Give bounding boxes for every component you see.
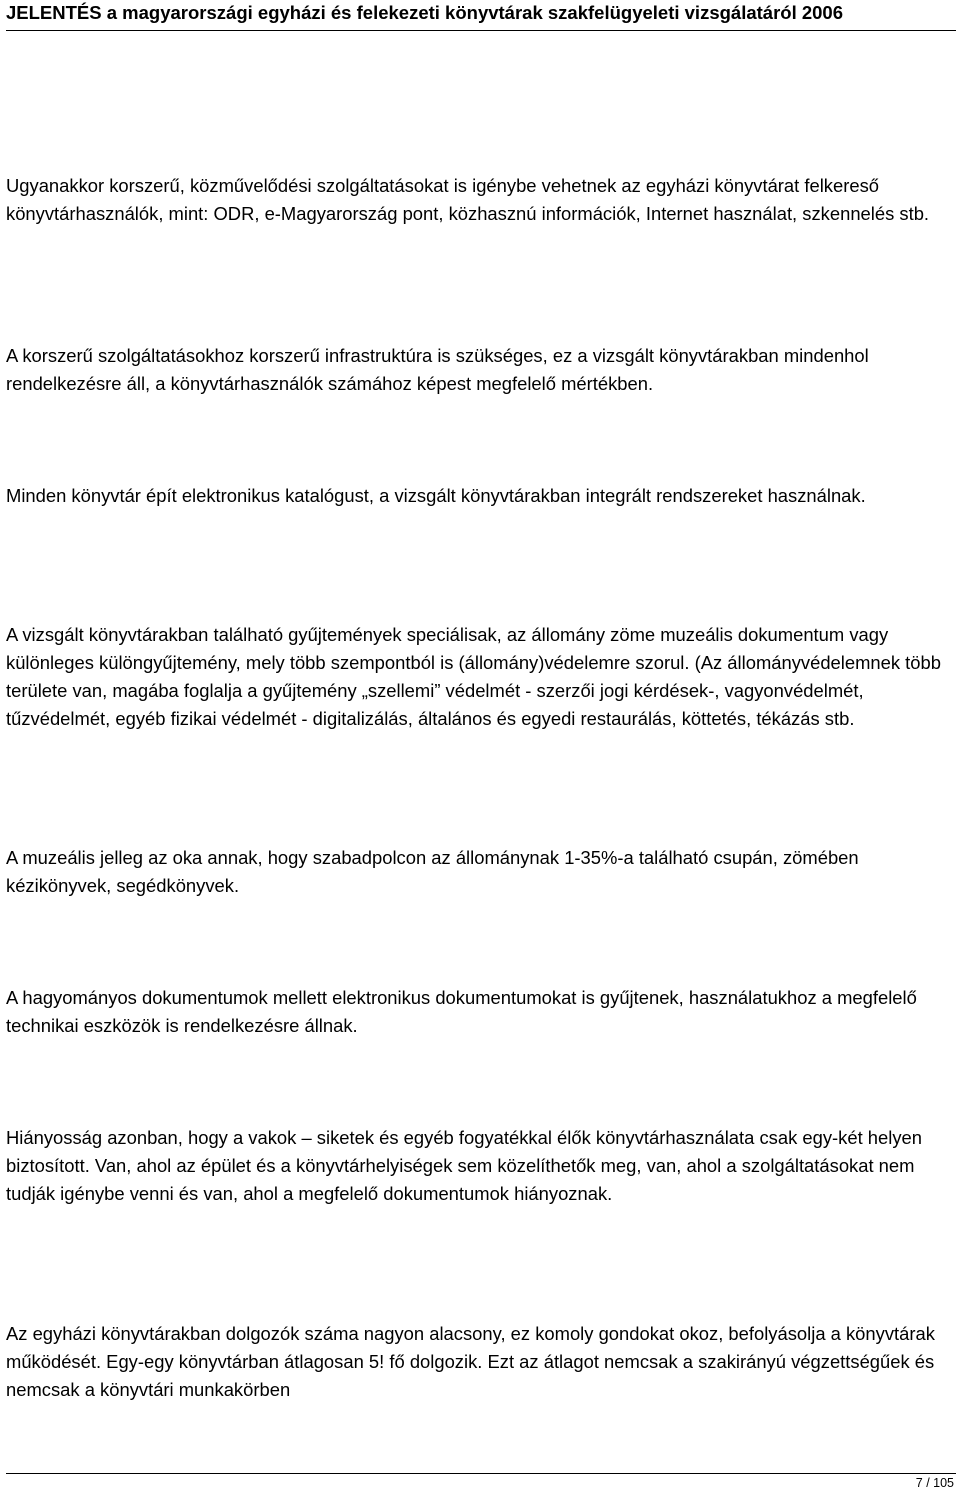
paragraph-accessibility-gaps: Hiányosság azonban, hogy a vakok – siketek és egyéb fogyatékkal élők könyvtárhasználata csak egy-két helyen biztosított. Van, ahol az épület és a könyvtárhelyiségek sem közelíthetők meg, van, ahol a szolgáltatásokat nem tudják igénybe venni és van, ahol a megfelelő dokumentumok hiányoznak. (6, 1127, 922, 1204)
paragraph-special-collections: A vizsgált könyvtárakban található gyűjtemények speciálisak, az állomány zöme muzeális dokumentum vagy különleges különgyűjtemény, mely több szempontból is (állomány)védelemre szorul. (Az állományvédelemnek több területe van, magába foglalja a gyűjtemény „szellemi” védelmét - szerzői jogi kérdések-, vagyonvédelmét, tűzvédelmét, egyéb fizikai védelmét - digitalizálás, általános és egyedi restaurálás, köttetés, tékázás stb. (6, 624, 941, 729)
footer-divider (6, 1473, 956, 1474)
paragraph-modern-services: Ugyanakkor korszerű, közművelődési szolgáltatásokat is igénybe vehetnek az egyházi könyvtárat felkereső könyvtárhasználók, mint: ODR, e-Magyarország pont, közhasznú információk, Internet használat, szkennelés stb. (6, 175, 930, 224)
document-title: JELENTÉS a magyarországi egyházi és felekezeti könyvtárak szakfelügyeleti vizsgálatáról 2006 (6, 2, 844, 23)
paragraph-museum-character: A muzeális jelleg az oka annak, hogy szabadpolcon az állománynak 1-35%-a található csupán, zömében kézikönyvek, segédkönyvek. (6, 847, 859, 896)
paragraph-electronic-catalogue: Minden könyvtár épít elektronikus katalógust, a vizsgált könyvtárakban integrált rendszereket használnak. (6, 485, 866, 506)
paragraph-electronic-documents: A hagyományos dokumentumok mellett elektronikus dokumentumokat is gyűjtenek, használatukhoz a megfelelő technikai eszközök is rendelkezésre állnak. (6, 987, 917, 1036)
paragraph-infrastructure: A korszerű szolgáltatásokhoz korszerű infrastruktúra is szükséges, ez a vizsgált könyvtárakban mindenhol rendelkezésre áll, a könyvtárhasználók számához képest megfelelő mértékben. (6, 345, 869, 394)
paragraph-staff-shortage: Az egyházi könyvtárakban dolgozók száma nagyon alacsony, ez komoly gondokat okoz, befolyásolja a könyvtárak működését. Egy-egy könyvtárban átlagosan 5! fő dolgozik. Ezt az átlagot nemcsak a szakirányú végzettségűek és nemcsak a könyvtári munkakörben (6, 1323, 935, 1400)
page-header (6, 0, 956, 31)
page-number: 7 / 105 (915, 1476, 954, 1490)
